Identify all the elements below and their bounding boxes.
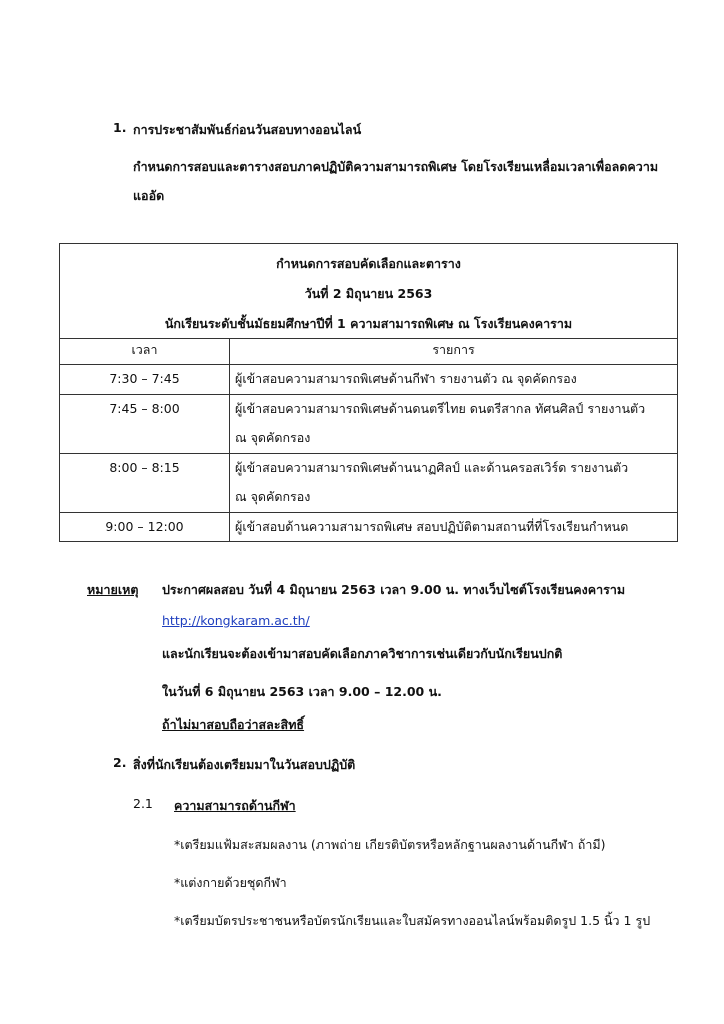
table-row [60,395,678,454]
column-header-time: เวลา [60,339,230,365]
row-item-line1: ผู้เข้าสอบความสามารถพิเศษด้านดนตรีไทย ดนตรีสากล ทัศนศิลป์ รายงานตัว [235,401,646,416]
row-item-line2: ณ จุดคัดกรอง [235,430,311,445]
row-item: ผู้เข้าสอบความสามารถพิเศษด้านกีฬา รายงานตัว ณ จุดคัดกรอง [230,365,678,395]
note-line2: และนักเรียนจะต้องเข้ามาสอบคัดเลือกภาควิชาการเช่นเดียวกับนักเรียนปกติ [162,646,563,661]
schedule-table [59,243,678,542]
note-label: หมายเหตุ [87,582,139,597]
section1-paragraph-line2: แออัด [133,188,165,203]
section2-title: สิ่งที่นักเรียนต้องเตรียมมาในวันสอบปฏิบัติ [133,757,356,772]
row-time: 8:00 – 8:15 [60,454,230,513]
row-item [230,395,678,454]
table-row [60,454,678,513]
note-forfeit-warning: ถ้าไม่มาสอบถือว่าสละสิทธิ์ [162,717,305,732]
table-row [60,513,678,542]
prep-item: *แต่งกายด้วยชุดกีฬา [174,875,287,890]
prep-item: *เตรียมแฟ้มสะสมผลงาน (ภาพถ่าย เกียรติบัตรหรือหลักฐานผลงานด้านกีฬา ถ้ามี) [174,837,606,852]
row-item: ผู้เข้าสอบด้านความสามารถพิเศษ สอบปฏิบัติตามสถานที่ที่โรงเรียนกำหนด [230,513,678,542]
note-line3: ในวันที่ 6 มิถุนายน 2563 เวลา 9.00 – 12.00 น. [162,684,442,699]
row-item-line1: ผู้เข้าสอบความสามารถพิเศษด้านนาฏศิลป์ และด้านครอสเวิร์ด รายงานตัว [235,460,629,475]
row-time: 7:30 – 7:45 [60,365,230,395]
section2-number: 2. [113,755,127,770]
row-time: 7:45 – 8:00 [60,395,230,454]
section2-1-number: 2.1 [133,796,153,811]
prep-item: *เตรียมบัตรประชาชนหรือบัตรนักเรียนและใบสมัครทางออนไลน์พร้อมติดรูป 1.5 นิ้ว 1 รูป [174,913,651,928]
section1-number: 1. [113,120,127,135]
section1-paragraph-line1: กำหนดการสอบและตารางสอบภาคปฏิบัติความสามารถพิเศษ โดยโรงเรียนเหลื่อมเวลาเพื่อลดความ [133,159,659,174]
schedule-title: กำหนดการสอบคัดเลือกและตาราง [276,256,461,271]
schedule-subtitle: นักเรียนระดับชั้นมัธยมศึกษาปีที่ 1 ความสามารถพิเศษ ณ โรงเรียนคงคาราม [164,316,573,331]
schedule-table-header [60,244,678,339]
section1-title: การประชาสัมพันธ์ก่อนวันสอบทางออนไลน์ [133,122,362,137]
table-row [60,365,678,395]
row-time: 9:00 – 12:00 [60,513,230,542]
schedule-date: วันที่ 2 มิถุนายน 2563 [304,286,433,301]
section2-1-title: ความสามารถด้านกีฬา [174,798,296,813]
column-header-item: รายการ [230,339,678,365]
note-line1: ประกาศผลสอบ วันที่ 4 มิถุนายน 2563 เวลา 9.00 น. ทางเว็บไซต์โรงเรียนคงคาราม [162,582,626,597]
school-website-link[interactable]: http://kongkaram.ac.th/ [162,613,310,628]
row-item-line2: ณ จุดคัดกรอง [235,489,311,504]
row-item [230,454,678,513]
